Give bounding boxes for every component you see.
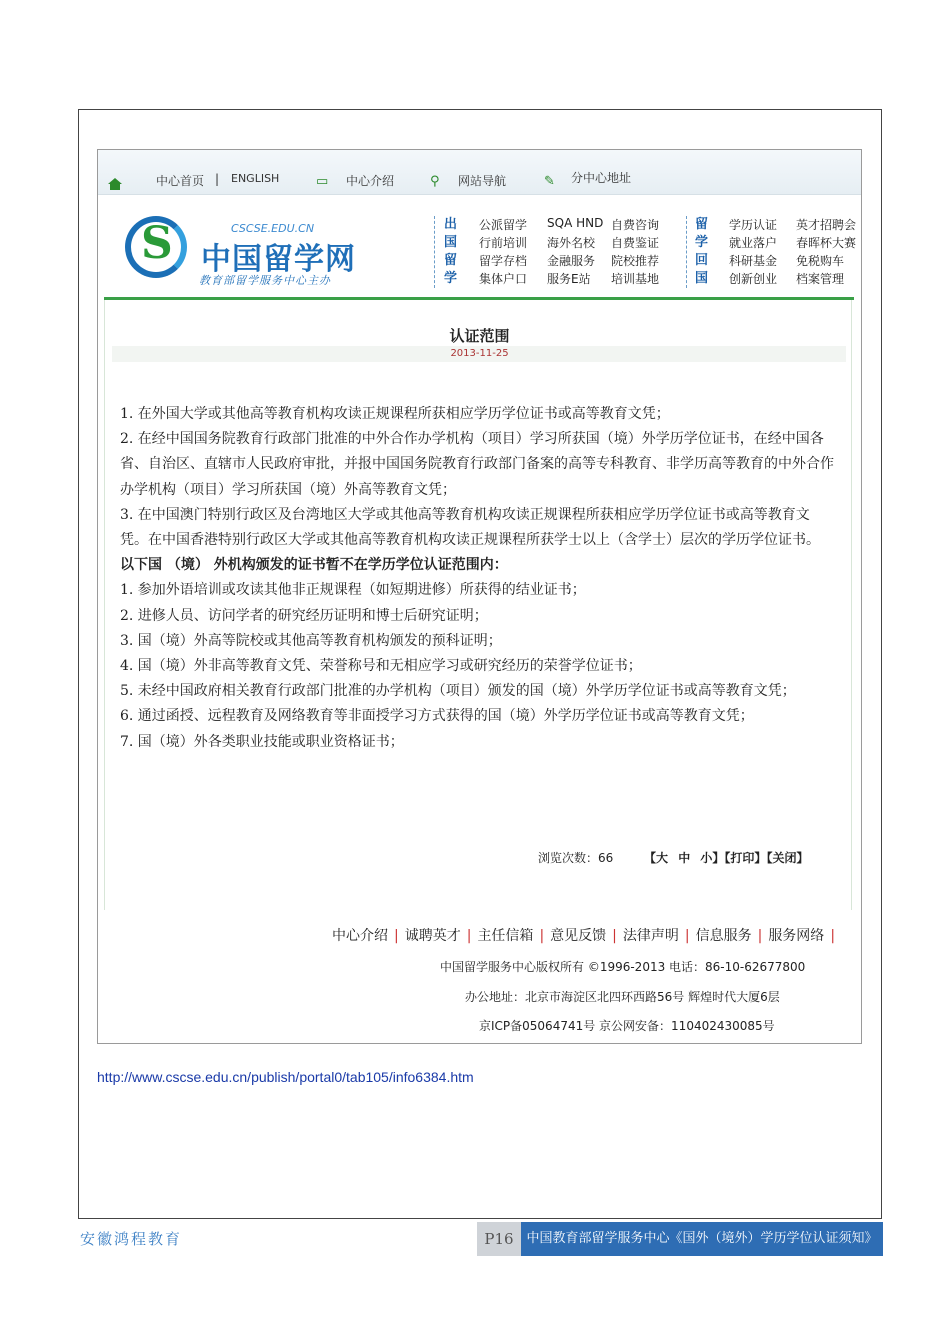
footer-link[interactable]: 服务网络	[768, 928, 825, 944]
footer-link[interactable]: 主任信箱	[477, 928, 534, 944]
nav-branch-link[interactable]: 分中心地址	[571, 171, 632, 185]
article-paragraph: 2. 进修人员、访问学者的研究经历证明和博士后研究证明；	[120, 607, 488, 624]
search-icon: ⚲	[430, 174, 440, 189]
article-paragraph: 6. 通过函授、远程教育及网络教育等非面授学习方式获得的国（境）外学历学位证书或高等教育文凭；	[120, 708, 754, 725]
view-count: 浏览次数：66	[538, 851, 614, 865]
nav-home-link[interactable]: 中心首页	[156, 174, 205, 188]
font-medium-button[interactable]: 中	[678, 851, 691, 865]
article-paragraph: 1. 参加外语培训或攻读其他非正规课程（如短期进修）所获得的结业证书；	[120, 582, 586, 599]
nav-link[interactable]: 海外名校	[547, 236, 596, 250]
article-body	[120, 402, 835, 755]
webpage-screenshot	[97, 149, 862, 1044]
article-subheading: 以下国 （境） 外机构颁发的证书暂不在学历学位认证范围内：	[120, 557, 508, 574]
footer-link[interactable]: 信息服务	[695, 928, 752, 944]
article-title: 认证范围	[449, 327, 510, 345]
site-logo[interactable]	[123, 210, 363, 290]
header-divider	[104, 297, 854, 300]
nav-link[interactable]: 档案管理	[796, 272, 845, 286]
footer-link[interactable]: 意见反馈	[550, 928, 607, 944]
logo-domain: CSCSE.EDU.CN	[231, 222, 315, 235]
doc-footer-org: 安徽鸿程教育	[80, 1230, 183, 1248]
nav-link[interactable]: 科研基金	[729, 254, 778, 268]
nav-group-divider	[686, 216, 688, 288]
nav-link[interactable]: 集体户口	[479, 272, 528, 286]
article-paragraph: 3. 国（境）外高等院校或其他高等教育机构颁发的预科证明；	[120, 632, 502, 649]
monitor-icon: ▭	[316, 174, 329, 189]
nav-link[interactable]: 留学存档	[479, 254, 528, 268]
source-url[interactable]: http://www.cscse.edu.cn/publish/portal0/tab105/info6384.htm	[97, 1069, 474, 1085]
nav-link[interactable]: 公派留学	[479, 218, 528, 232]
nav-english-link[interactable]: ENGLISH	[231, 172, 280, 185]
nav-link[interactable]: 春晖杯大赛	[796, 236, 857, 250]
footer-link[interactable]: 法律声明	[622, 928, 679, 944]
nav-link[interactable]: 免税购车	[796, 254, 845, 268]
home-icon	[108, 178, 122, 190]
address-text: 办公地址：北京市海淀区北四环西路56号 辉煌时代大厦6层	[465, 990, 780, 1004]
nav-group-divider	[434, 216, 436, 288]
footer-link[interactable]: 中心介绍	[332, 928, 388, 944]
doc-footer-page-number: P16	[477, 1222, 521, 1256]
nav-about-link[interactable]: 中心介绍	[346, 174, 395, 188]
top-navigation-bar	[98, 150, 861, 195]
pencil-icon: ✎	[544, 174, 555, 189]
article-controls	[644, 849, 808, 866]
footer-link[interactable]: 诚聘英才	[404, 928, 461, 944]
article-paragraph: 5. 未经中国政府相关教育行政部门批准的办学机构（项目）颁发的国（境）外学历学位证书或高等教育文凭；	[120, 683, 796, 700]
site-footer-links: 中心介绍 | 诚聘英才 | 主任信箱 | 意见反馈 | 法律声明 | 信息服务 | 服务网络 |	[332, 928, 836, 944]
article-date: 2013-11-25	[450, 348, 509, 359]
content-border-right	[851, 300, 852, 910]
font-small-button[interactable]: 小】	[700, 851, 725, 865]
logo-subtitle: 教育部留学服务中心主办	[199, 274, 331, 287]
article-paragraph: 7. 国（境）外各类职业技能或职业资格证书；	[120, 733, 404, 750]
logo-s-mark: S	[141, 218, 173, 269]
nav-link[interactable]: 就业落户	[729, 236, 778, 250]
print-button[interactable]: 【打印】	[724, 851, 767, 865]
logo-name: 中国留学网	[201, 242, 356, 277]
nav-link[interactable]: 自费鉴证	[611, 236, 660, 250]
nav-sitemap-link[interactable]: 网站导航	[458, 174, 507, 188]
nav-link[interactable]: 行前培训	[479, 236, 528, 250]
article-paragraph: 4. 国（境）外非高等教育文凭、荣誉称号和无相应学习或研究经历的荣誉学位证书；	[120, 658, 642, 675]
nav-link[interactable]: 自费咨询	[611, 218, 660, 232]
nav-link[interactable]: 学历认证	[729, 218, 778, 232]
close-button[interactable]: 【关闭】	[766, 851, 809, 865]
nav-link[interactable]: 服务E站	[547, 272, 591, 286]
nav-link[interactable]: 金融服务	[547, 254, 596, 268]
copyright-text: 中国留学服务中心版权所有 ©1996-2013 电话：86-10-62677800	[440, 960, 806, 974]
nav-group-return-label: 留 学 回 国	[695, 217, 709, 286]
doc-footer-title: 中国教育部留学服务中心《国外（境外）学历学位认证须知》	[521, 1222, 883, 1256]
nav-separator: |	[215, 172, 220, 186]
article-paragraph: 1. 在外国大学或其他高等教育机构攻读正规课程所获相应学历学位证书或高等教育文凭；	[120, 406, 670, 422]
font-large-button[interactable]: 【大	[644, 851, 669, 865]
nav-link[interactable]: 创新创业	[729, 272, 778, 286]
nav-link[interactable]: 院校推荐	[611, 254, 660, 268]
content-border-left	[104, 300, 105, 910]
article-paragraph: 3. 在中国澳门特别行政区及台湾地区大学或其他高等教育机构攻读正规课程所获相应学历学位证书或高等教育文凭。在中国香港特别行政区大学或其他高等教育机构攻读正规课程所获学士以上（含学士）层次的学历学位证书。	[120, 506, 820, 549]
article-paragraph: 2. 在经中国国务院教育行政部门批准的中外合作办学机构（项目）学习所获国（境）外学历学位证书，在经中国各省、自治区、直辖市人民政府审批，并报中国国务院教育行政部门备案的高等专科教育、非学历高等教育的中外合作办学机构（项目）学习所获国（境）外高等教育文凭；	[120, 431, 834, 498]
nav-link[interactable]: 英才招聘会	[796, 218, 857, 232]
nav-group-study-abroad-label: 出 国 留 学	[444, 217, 458, 286]
nav-link[interactable]: 培训基地	[611, 272, 660, 286]
nav-link[interactable]: SQA HND	[547, 216, 604, 230]
icp-text: 京ICP备05064741号 京公网安备：110402430085号	[479, 1019, 775, 1033]
